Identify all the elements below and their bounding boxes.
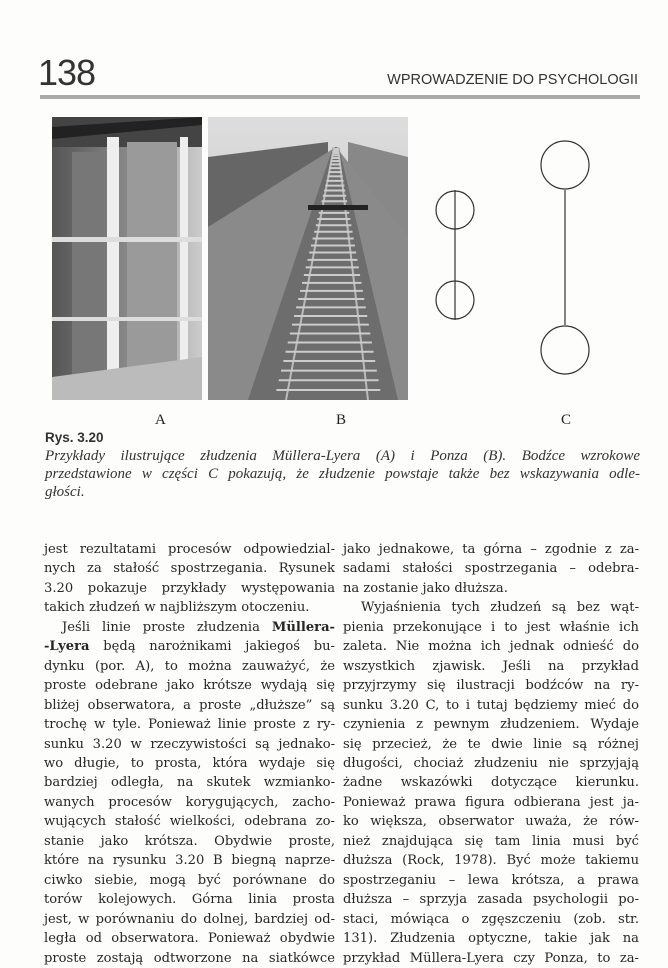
text-line: ko większa, obserwator uważa, że rów- xyxy=(343,814,639,830)
text-line: na zostanie jako dłuższa. xyxy=(343,580,508,596)
figure-caption-title: Rys. 3.20 xyxy=(45,430,104,445)
figure-label-c: C xyxy=(561,412,572,428)
text-line: wszystkich zjawisk. Jeśli na przykład xyxy=(343,658,639,674)
text-line: czynienia z pewnym złudzeniem. Wydaje xyxy=(343,717,639,733)
text-line: staci, mówiąca o zgęszczeniu (zob. str. xyxy=(343,911,639,927)
text-line: Wyjaśnienia tych złudzeń są bez wąt- xyxy=(361,600,639,616)
text-line: torów kolejowych. Górna linia prosta xyxy=(44,892,335,908)
text-line: bliżej obserwatora, a proste „dłuższe” są xyxy=(44,697,335,713)
bold-term: Müllera- xyxy=(271,619,335,635)
figure-label-a: A xyxy=(155,412,166,428)
text-line: które na rysunku 3.20 B biegną naprze- xyxy=(44,853,335,869)
text-line: bardziej odległa, na skutek wzmianko- xyxy=(44,775,335,791)
text-fragment: Jeśli linie proste złudzenia xyxy=(62,619,272,635)
text-line: 3.20 pokazuje przykłady występowania xyxy=(44,580,335,596)
caption-line: Przykłady ilustrujące złudzenia Müllera-Lyera (A) i Ponza (B). Bodźce wzrokowe xyxy=(45,448,640,464)
left-text-column xyxy=(44,540,335,968)
caption-line: głości. xyxy=(45,484,85,500)
text-line: dłuższa (Rock, 1978). Być może takiemu xyxy=(343,853,639,869)
text-line: sadami stałości spostrzegania – odebra- xyxy=(343,561,639,577)
text-line: 131). Złudzenia optyczne, takie jak na xyxy=(343,931,639,947)
text-line: przyjrzymy się ilustracji bodźców na ry- xyxy=(343,678,639,694)
text-line: sunku 3.20 C, to i tutaj będziemy mieć do xyxy=(343,697,639,713)
header-rule xyxy=(40,95,640,99)
text-line: nych za stałość spostrzegania. Rysunek xyxy=(44,561,335,577)
page-number: 138 xyxy=(38,52,96,93)
running-title: WPROWADZENIE DO PSYCHOLOGII xyxy=(387,72,638,88)
caption-line: przedstawione w części C pokazują, że złudzenie powstaje także bez wskazywania odle- xyxy=(45,466,640,482)
text-line: stanie jako krótsza. Obydwie proste, xyxy=(44,833,335,849)
text-line: proste odebrane jako krótsze wydają się xyxy=(44,678,335,694)
text-line: żadne wskazówki dotyczące kierunku. xyxy=(343,775,639,791)
text-line: wanych procesów korygujących, zacho- xyxy=(44,794,335,810)
text-line: nież znajdująca się tam linia musi być xyxy=(343,833,639,849)
figure-c-circles-lines xyxy=(425,130,625,390)
text-line: proste zostają odtworzone na siatkówce xyxy=(44,950,335,966)
text-line: jest rezultatami procesów odpowiedzial- xyxy=(44,542,335,557)
text-line: wo długie, to prosta, która wydaje się xyxy=(44,755,335,771)
photo-building-corner xyxy=(52,117,202,400)
figure-label-b: B xyxy=(336,412,347,428)
text-line: sunku 3.20 w rzeczywistości są jednako- xyxy=(44,736,335,752)
text-line: legła od obserwatora. Ponieważ obydwie xyxy=(44,931,335,947)
text-line: dynku (por. A), to można zauważyć, że xyxy=(44,658,335,674)
text-line: spostrzeganiu – lewa krótsza, a prawa xyxy=(343,872,639,888)
photo-railway-tracks xyxy=(208,117,408,400)
text-line: wujących stałość wielkości, odebrana zo- xyxy=(44,814,335,830)
text-line: zaleta. Nie można ich jednak odnieść do xyxy=(343,639,639,655)
text-line: pienia przekonujące i to jest właśnie ich xyxy=(343,619,639,635)
text-line: Ponieważ prawa figura odbierana jest ja- xyxy=(343,794,639,810)
text-line: dłuższa – sprzyja zasada psychologii po- xyxy=(343,892,639,908)
text-line: trochę w tyle. Ponieważ linie proste z ry- xyxy=(44,717,335,733)
bold-term: -Lyera xyxy=(44,639,90,655)
text-line: długości, chociaż złudzeniu nie sprzyjają xyxy=(343,755,639,771)
text-fragment: będą narożnikami jakiegoś bu- xyxy=(89,639,335,655)
text-line: ciwko siebie, mogą być porównane do xyxy=(44,872,335,888)
text-line: takich złudzeń w najbliższym otoczeniu. xyxy=(44,600,310,616)
text-line: się przecież, że te dwie linie są różnej xyxy=(343,736,639,752)
text-line xyxy=(44,637,335,656)
right-text-column xyxy=(343,540,639,968)
text-line: jako jednakowe, ta górna – zgodnie z za- xyxy=(343,542,639,557)
figure-caption xyxy=(45,447,640,501)
text-line: przykład Müllera-Lyera czy Ponza, to za- xyxy=(343,950,639,966)
text-line: jest, w porównaniu do dolnej, bardziej od- xyxy=(44,911,335,927)
text-line xyxy=(44,618,335,637)
